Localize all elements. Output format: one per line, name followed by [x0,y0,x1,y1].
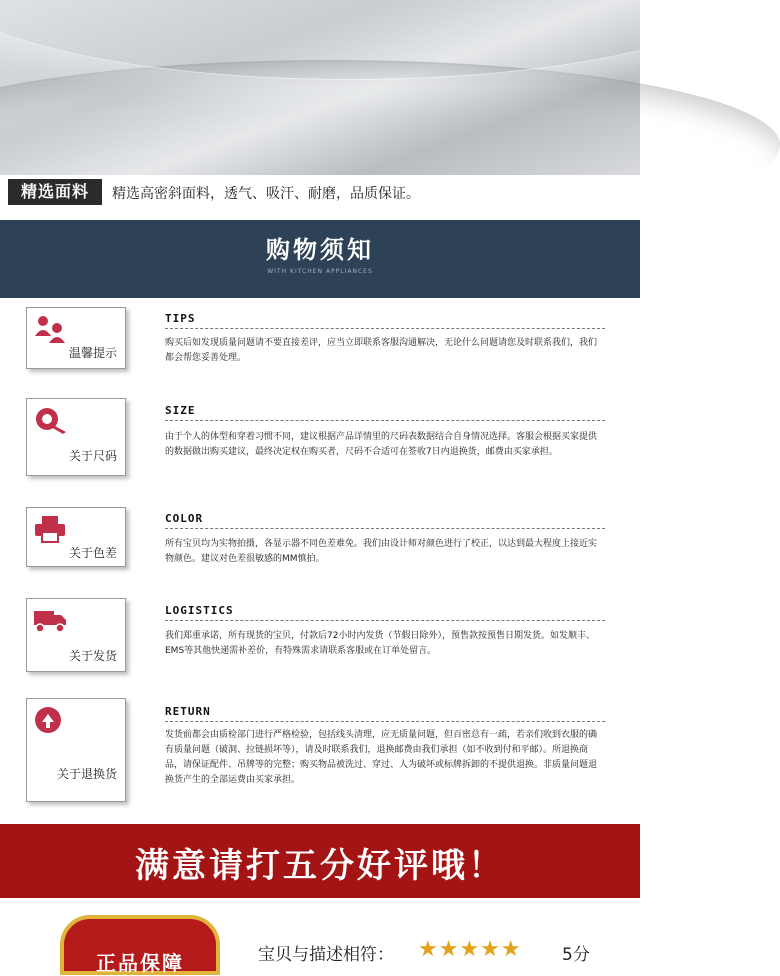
fabric-fold [0,0,760,80]
logistics-body: 我们郑重承诺，所有现货的宝贝，付款后72小时内发货（节假日除外），预售款按预售日期发货。如发顺丰、EMS等其他快递需补差价，有特殊需求请联系客服或在订单处留言。 [165,631,595,656]
size-title: SIZE [165,404,196,417]
return-body: 发货前都会由质检部门进行严格检验，包括线头清理，应无质量问题，但百密总有一疏，若亲们收到衣服的确有质量问题（破洞、拉链损坏等），请及时联系我们，退换邮费由我们承担（如不收到付和平邮）。所退换商品，请保证配件、吊牌等的完整；购买物品被洗过、穿过、人为破坏或标牌拆卸的不提供退换。非质量问题退换货产生的全部运费由买家承担。 [165,730,598,785]
notice-title: 购物须知 [266,236,374,264]
printer-icon [33,514,67,544]
color-body: 所有宝贝均为实物拍摄，各显示器不同色差难免。我们由设计师对颜色进行了校正，以达到最大程度上接近实物颜色。建议对色差很敏感的MM慎拍。 [165,539,598,564]
divider [165,328,605,329]
size-box [26,398,126,476]
logistics-box [26,598,126,672]
tips-box [26,307,126,369]
tips-label: 温馨提示 [68,346,117,360]
praise-text: 满意请打五分好评哦！ [135,846,505,886]
star-rating-icon: ★★★★★ [418,937,522,962]
return-label: 关于退换货 [56,767,117,781]
return-title: RETURN [165,705,211,718]
color-title: COLOR [165,512,204,525]
logistics-label: 关于发货 [68,649,117,663]
divider [165,528,605,529]
size-body: 由于个人的体型和穿着习惯不同，建议根据产品详情里的尺码表数据结合自身情况选择。客服会根据买家提供的数据做出购买建议，最终决定权在购买者，尺码不合适可在签收7日内退换货，邮费由买家承担。 [165,432,598,457]
authentic-badge [60,915,220,975]
divider [165,620,605,621]
size-label: 关于尺码 [68,449,117,463]
color-label: 关于色差 [68,546,117,560]
badge-text: 正品保障 [96,951,184,975]
notice-subtitle: WITH KITCHEN APPLIANCES [267,268,373,275]
return-icon [33,705,67,735]
rating-score: 5分 [562,945,590,965]
logistics-title: LOGISTICS [165,604,234,617]
ruler-icon [33,405,67,435]
truck-icon [33,605,67,635]
rating-label: 宝贝与描述相符： [258,945,394,965]
divider [165,721,605,722]
return-box [26,698,126,802]
tips-title: TIPS [165,312,196,325]
divider [165,420,605,421]
fabric-tag: 精选面料 [8,179,102,205]
tips-body: 购买后如发现质量问题请不要直接差评，应当立即联系客服沟通解决，无论什么问题请您及时联系我们，我们都会帮您妥善处理。 [165,338,598,363]
fabric-photo [0,0,640,175]
color-box [26,507,126,567]
people-icon [33,314,67,344]
fabric-description: 精选高密斜面料，透气、吸汗、耐磨，品质保证。 [112,186,420,202]
